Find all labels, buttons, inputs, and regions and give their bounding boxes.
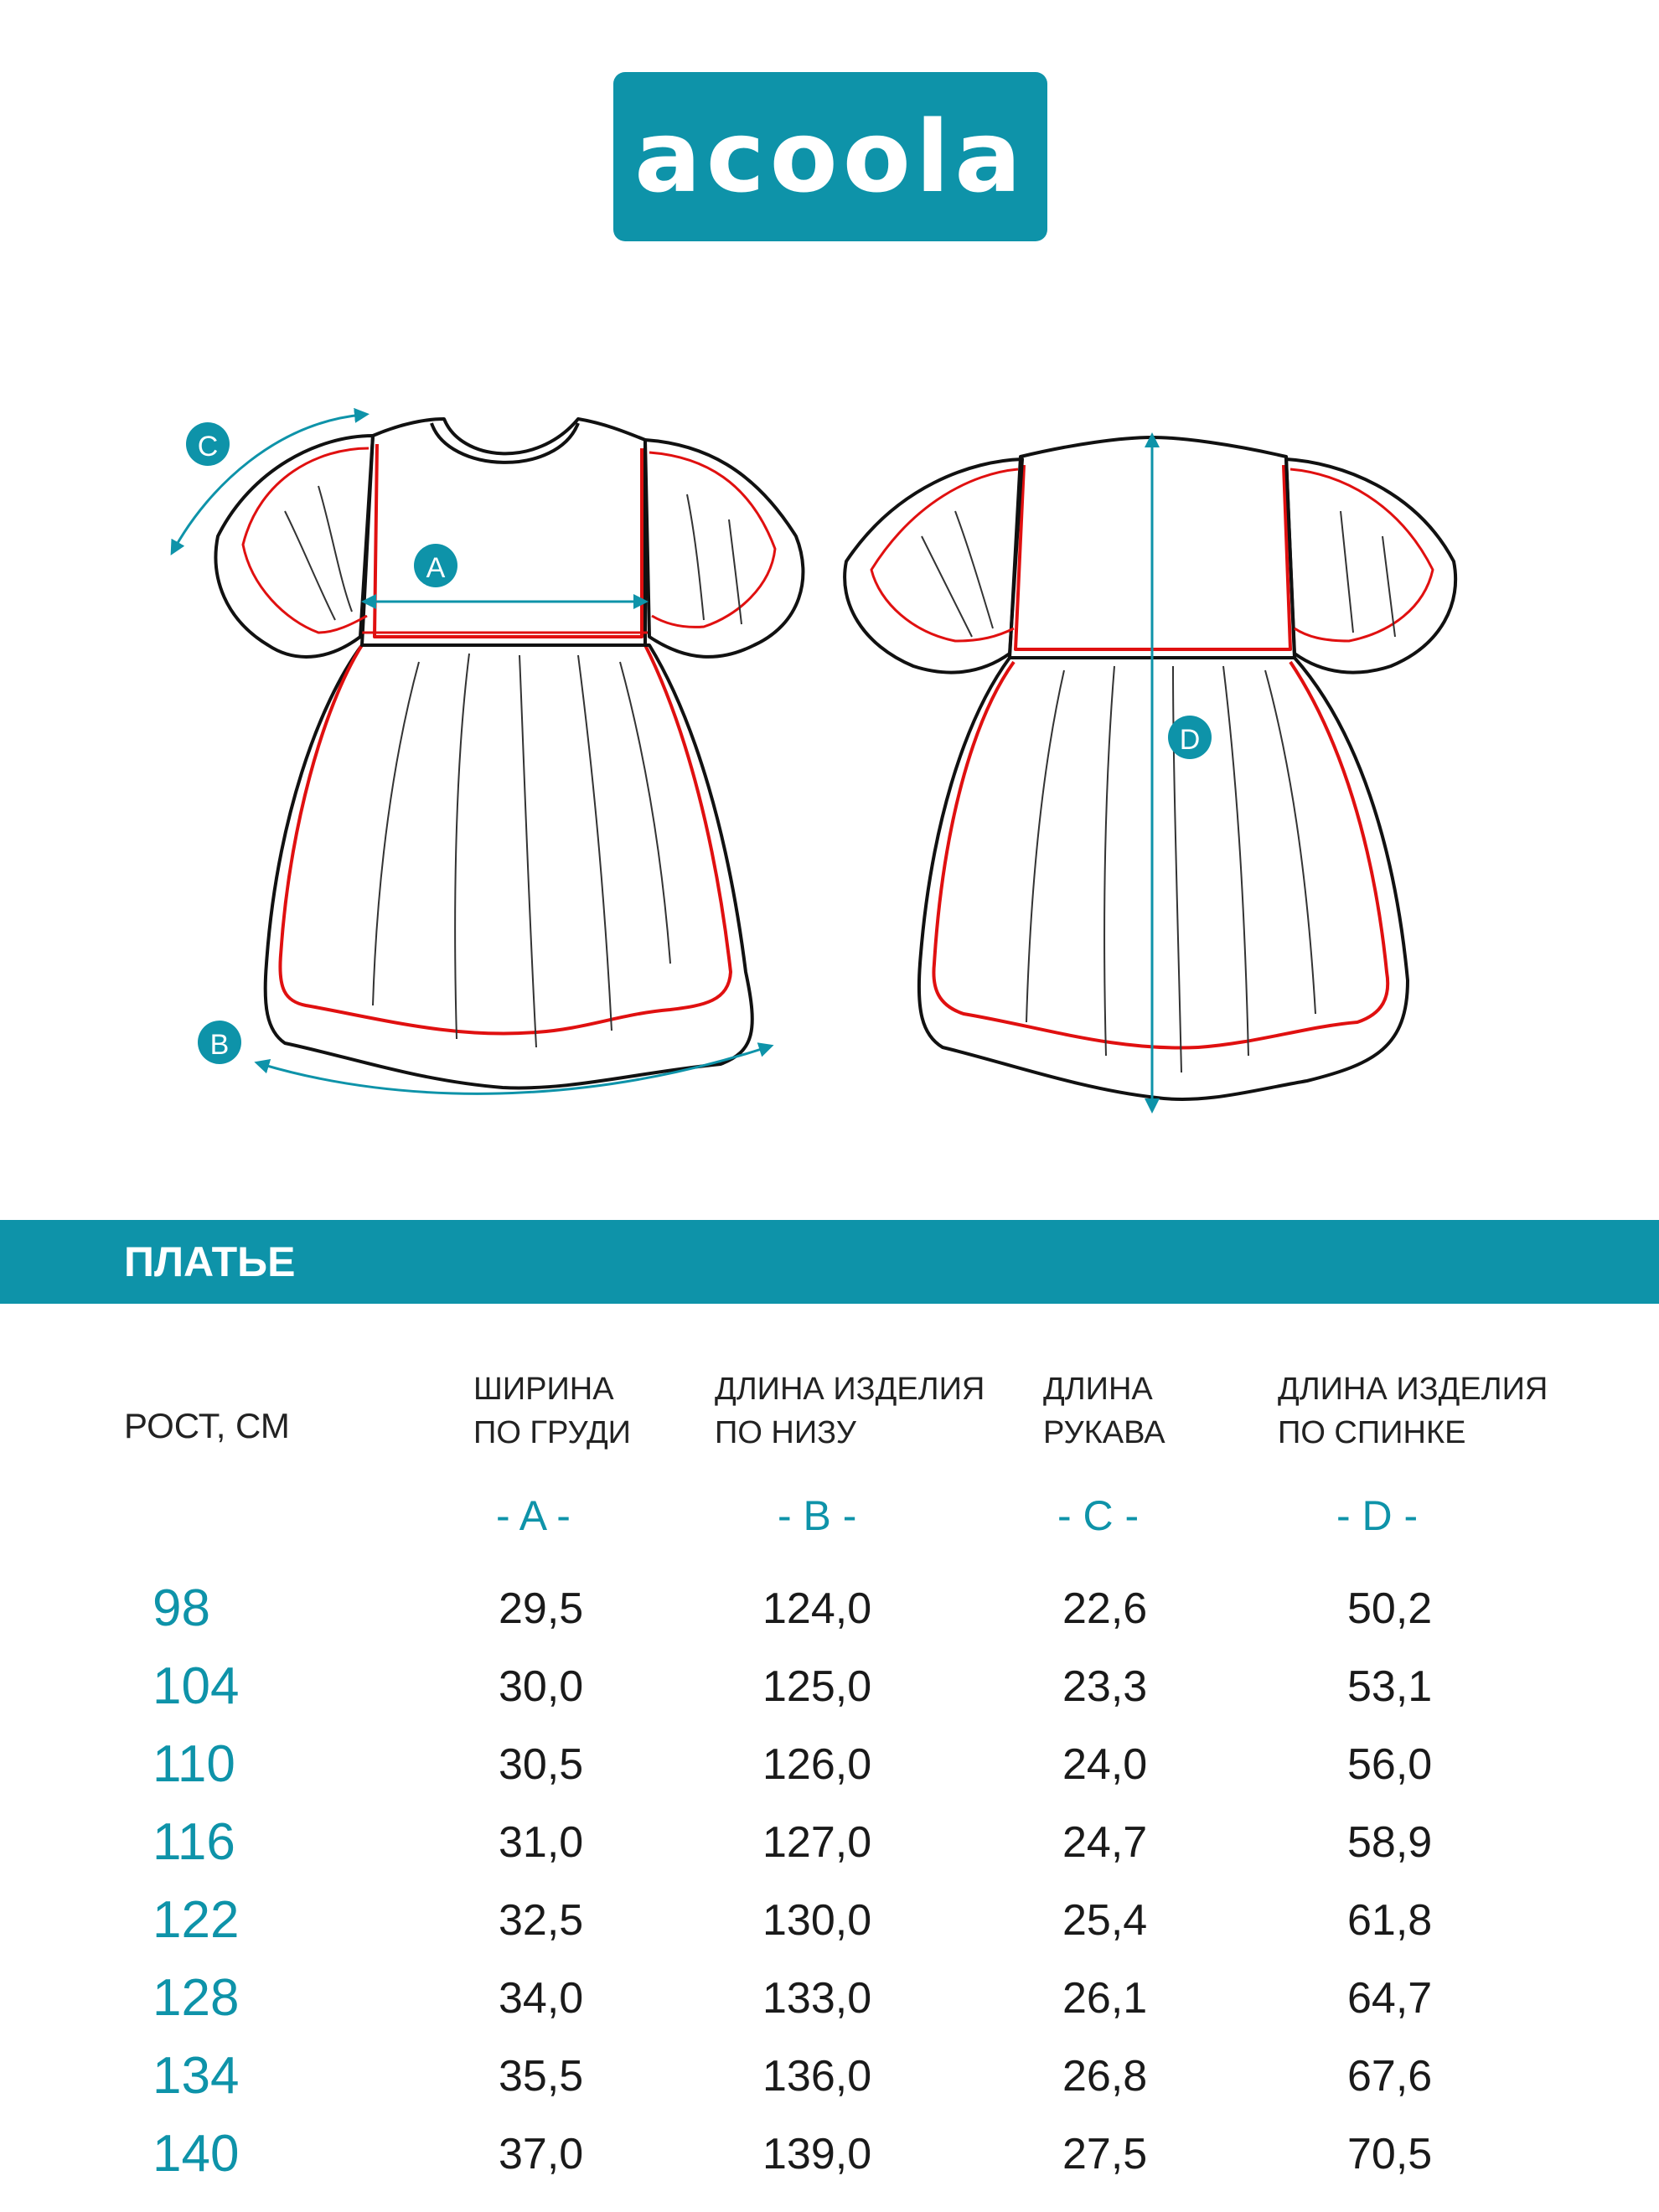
marker-d: [1168, 716, 1212, 759]
chest-width-cell: 35,5: [499, 2052, 584, 2101]
back-length-cell: 61,8: [1347, 1896, 1433, 1945]
back-length-cell: 70,5: [1347, 2130, 1433, 2178]
table-row: [0, 2125, 1659, 2206]
hem-length-cell: 139,0: [762, 2130, 872, 2178]
sleeve-length-cell: 24,7: [1062, 1818, 1148, 1867]
height-cell: 104: [152, 1657, 240, 1715]
chest-width-cell: 34,0: [499, 1974, 584, 2023]
product-title: ПЛАТЬЕ: [124, 1238, 296, 1285]
height-cell: 140: [152, 2125, 240, 2183]
hem-length-cell: 130,0: [762, 1896, 872, 1945]
chest-width-cell: 30,0: [499, 1662, 584, 1711]
height-header: РОСТ, СМ: [124, 1406, 290, 1445]
height-cell: 98: [152, 1579, 210, 1637]
hem-length-cell: 133,0: [762, 1974, 872, 2023]
sleeve-length-cell: 26,8: [1062, 2052, 1148, 2101]
back-length-cell: 50,2: [1347, 1584, 1433, 1633]
dress-back: [845, 437, 1455, 1106]
sleeve-length-cell: 23,3: [1062, 1662, 1148, 1711]
marker-b-label: B: [209, 1029, 230, 1061]
chest-width-cell: 30,5: [499, 1740, 584, 1789]
marker-c: [186, 422, 230, 466]
sleeve-length-cell: 26,1: [1062, 1974, 1148, 2023]
marker-a-label: A: [426, 552, 446, 584]
column-letter-b: - B -: [778, 1492, 857, 1539]
column-header-b: ДЛИНА ИЗДЕЛИЯ ПО НИЗУ: [715, 1372, 985, 1450]
hem-length-cell: 127,0: [762, 1818, 872, 1867]
height-cell: 122: [152, 1891, 240, 1949]
dress-diagram: [0, 369, 1659, 1140]
height-cell: 110: [152, 1735, 235, 1793]
back-length-cell: 53,1: [1347, 1662, 1433, 1711]
height-cell: 128: [152, 1969, 240, 2027]
back-length-cell: 56,0: [1347, 1740, 1433, 1789]
hem-length-cell: 125,0: [762, 1662, 872, 1711]
back-length-cell: 67,6: [1347, 2052, 1433, 2101]
chest-width-cell: 31,0: [499, 1818, 584, 1867]
column-letter-a: - A -: [496, 1492, 571, 1539]
column-header-d: ДЛИНА ИЗДЕЛИЯ ПО СПИНКЕ: [1278, 1372, 1548, 1450]
brand-logo: [613, 72, 1047, 241]
back-length-cell: 58,9: [1347, 1818, 1433, 1867]
marker-a: [414, 544, 457, 587]
chest-width-cell: 37,0: [499, 2130, 584, 2178]
column-letter-d: - D -: [1336, 1492, 1419, 1539]
sleeve-length-cell: 27,5: [1062, 2130, 1148, 2178]
hem-length-cell: 124,0: [762, 1584, 872, 1633]
sleeve-length-cell: 24,0: [1062, 1740, 1148, 1789]
height-cell: 134: [152, 2047, 240, 2105]
height-cell: 116: [152, 1813, 235, 1871]
brand-logo-text: acoola: [634, 99, 1026, 214]
sleeve-length-cell: 25,4: [1062, 1896, 1148, 1945]
chest-width-cell: 29,5: [499, 1584, 584, 1633]
table-row: [0, 1969, 1659, 2050]
table-row: [0, 1891, 1659, 1972]
column-header-a: ШИРИНА ПО ГРУДИ: [473, 1372, 631, 1450]
marker-b: [198, 1021, 241, 1064]
column-header-c: ДЛИНА РУКАВА: [1043, 1372, 1165, 1450]
column-letter-c: - C -: [1057, 1492, 1140, 1539]
table-row: [0, 1579, 1659, 1661]
title-bar: [0, 1220, 1659, 1304]
table-row: [0, 1813, 1659, 1894]
marker-c-label: C: [197, 431, 219, 463]
hem-length-cell: 126,0: [762, 1740, 872, 1789]
back-length-cell: 64,7: [1347, 1974, 1433, 2023]
sleeve-length-cell: 22,6: [1062, 1584, 1148, 1633]
table-row: [0, 1735, 1659, 1817]
hem-length-cell: 136,0: [762, 2052, 872, 2101]
table-row: [0, 1657, 1659, 1739]
table-row: [0, 2047, 1659, 2128]
marker-d-label: D: [1179, 724, 1201, 756]
chest-width-cell: 32,5: [499, 1896, 584, 1945]
dress-front: [174, 415, 803, 1093]
